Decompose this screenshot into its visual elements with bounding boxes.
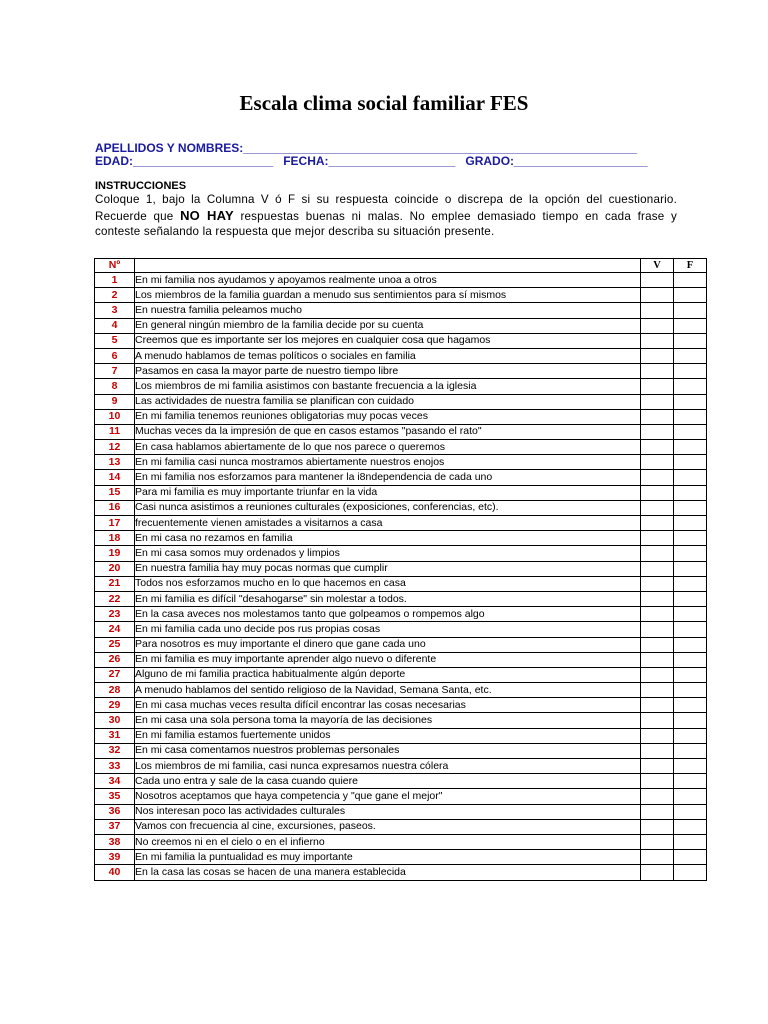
table-row [95, 379, 707, 394]
answer-cell-true[interactable] [641, 546, 674, 561]
answer-cell-false[interactable] [674, 424, 707, 439]
question-text: Muchas veces da la impresión de que en casos estamos "pasando el rato" [135, 424, 641, 439]
question-number: 20 [95, 561, 135, 576]
question-number: 28 [95, 683, 135, 698]
answer-cell-true[interactable] [641, 652, 674, 667]
instructions-emphasis: NO HAY [180, 207, 234, 223]
answer-cell-false[interactable] [674, 546, 707, 561]
personal-data-fields [95, 142, 695, 168]
answer-cell-false[interactable] [674, 561, 707, 576]
answer-cell-false[interactable] [674, 774, 707, 789]
answer-cell-true[interactable] [641, 424, 674, 439]
question-text: En mi casa no rezamos en familia [135, 531, 641, 546]
question-text: Pasamos en casa la mayor parte de nuestro tiempo libre [135, 364, 641, 379]
answer-cell-false[interactable] [674, 789, 707, 804]
table-row [95, 819, 707, 834]
question-number: 17 [95, 516, 135, 531]
grado-field[interactable]: GRADO:____________________ [465, 154, 648, 168]
answer-cell-false[interactable] [674, 804, 707, 819]
answer-cell-true[interactable] [641, 500, 674, 515]
question-text: Casi nunca asistimos a reuniones culturales (exposiciones, conferencias, etc). [135, 500, 641, 515]
answer-cell-true[interactable] [641, 273, 674, 288]
question-number: 6 [95, 348, 135, 363]
answer-cell-true[interactable] [641, 576, 674, 591]
instructions-text-after: respuestas buenas ni malas. No emplee demasiado tiempo en cada frase y conteste señalando la respuesta que mejor describa su situación presente. [95, 209, 677, 239]
question-text: En mi familia nos esforzamos para mantener la i8ndependencia de cada uno [135, 470, 641, 485]
question-text: Vamos con frecuencia al cine, excursiones, paseos. [135, 819, 641, 834]
answer-cell-true[interactable] [641, 683, 674, 698]
question-text: En mi familia tenemos reuniones obligatorias muy pocas veces [135, 409, 641, 424]
answer-cell-false[interactable] [674, 273, 707, 288]
answer-cell-false[interactable] [674, 455, 707, 470]
answer-cell-true[interactable] [641, 531, 674, 546]
table-row [95, 637, 707, 652]
table-row [95, 667, 707, 682]
question-number: 33 [95, 759, 135, 774]
table-row [95, 516, 707, 531]
answer-cell-false[interactable] [674, 333, 707, 348]
questions-table [94, 258, 707, 881]
table-row [95, 364, 707, 379]
question-number: 18 [95, 531, 135, 546]
table-row [95, 500, 707, 515]
answer-cell-true[interactable] [641, 409, 674, 424]
question-number: 9 [95, 394, 135, 409]
answer-cell-true[interactable] [641, 394, 674, 409]
question-text: En la casa las cosas se hacen de una manera establecida [135, 865, 641, 880]
answer-cell-true[interactable] [641, 516, 674, 531]
question-number: 19 [95, 546, 135, 561]
answer-cell-true[interactable] [641, 789, 674, 804]
answer-cell-false[interactable] [674, 667, 707, 682]
answer-cell-false[interactable] [674, 759, 707, 774]
question-text: Las actividades de nuestra familia se planifican con cuidado [135, 394, 641, 409]
question-text: Creemos que es importante ser los mejores en cualquier cosa que hagamos [135, 333, 641, 348]
answer-cell-false[interactable] [674, 591, 707, 606]
answer-cell-false[interactable] [674, 531, 707, 546]
header-statement [135, 259, 641, 273]
answer-cell-false[interactable] [674, 622, 707, 637]
question-number: 3 [95, 303, 135, 318]
question-text: frecuentemente vienen amistades a visitarnos a casa [135, 516, 641, 531]
question-number: 11 [95, 424, 135, 439]
question-text: En casa hablamos abiertamente de lo que nos parece o queremos [135, 440, 641, 455]
table-row [95, 591, 707, 606]
answer-cell-true[interactable] [641, 288, 674, 303]
answer-cell-false[interactable] [674, 394, 707, 409]
table-row [95, 774, 707, 789]
table-row [95, 485, 707, 500]
question-text: Los miembros de mi familia, casi nunca expresamos nuestra cólera [135, 759, 641, 774]
question-text: Nosotros aceptamos que haya competencia y "que gane el mejor" [135, 789, 641, 804]
answer-cell-false[interactable] [674, 364, 707, 379]
header-true: V [641, 259, 674, 273]
table-row [95, 576, 707, 591]
table-row [95, 728, 707, 743]
answer-cell-false[interactable] [674, 440, 707, 455]
question-number: 25 [95, 637, 135, 652]
table-row [95, 683, 707, 698]
question-number: 24 [95, 622, 135, 637]
answer-cell-true[interactable] [641, 470, 674, 485]
apellidos-field[interactable]: APELLIDOS Y NOMBRES:___________________________________________________________ [95, 141, 637, 155]
question-text: En mi familia cada uno decide pos rus propias cosas [135, 622, 641, 637]
answer-cell-true[interactable] [641, 667, 674, 682]
answer-cell-false[interactable] [674, 348, 707, 363]
question-text: Nos interesan poco las actividades culturales [135, 804, 641, 819]
question-text: En mi casa una sola persona toma la mayoría de las decisiones [135, 713, 641, 728]
table-row [95, 743, 707, 758]
answer-cell-false[interactable] [674, 379, 707, 394]
answer-cell-false[interactable] [674, 637, 707, 652]
table-row [95, 455, 707, 470]
fields-row-details [95, 155, 695, 168]
question-text: En mi casa muchas veces resulta difícil encontrar las cosas necesarias [135, 698, 641, 713]
question-text: No creemos ni en el cielo o en el infierno [135, 834, 641, 849]
question-text: En mi familia es muy importante aprender algo nuevo o diferente [135, 652, 641, 667]
table-row [95, 759, 707, 774]
question-number: 37 [95, 819, 135, 834]
answer-cell-false[interactable] [674, 743, 707, 758]
question-text: En mi familia casi nunca mostramos abiertamente nuestros enojos [135, 455, 641, 470]
question-text: En mi familia es difícil "desahogarse" sin molestar a todos. [135, 591, 641, 606]
answer-cell-false[interactable] [674, 865, 707, 880]
question-text: En mi familia la puntualidad es muy importante [135, 850, 641, 865]
question-number: 4 [95, 318, 135, 333]
answer-cell-false[interactable] [674, 652, 707, 667]
answer-cell-false[interactable] [674, 288, 707, 303]
table-row [95, 850, 707, 865]
question-number: 10 [95, 409, 135, 424]
answer-cell-true[interactable] [641, 455, 674, 470]
answer-cell-false[interactable] [674, 576, 707, 591]
question-number: 8 [95, 379, 135, 394]
question-number: 1 [95, 273, 135, 288]
answer-cell-false[interactable] [674, 834, 707, 849]
answer-cell-true[interactable] [641, 759, 674, 774]
instructions-text-before: Coloque 1, bajo la Columna V ó F si su respuesta coincide o discrepa de la opción del cuestionario. Recuerde que [95, 193, 677, 223]
question-text: En nuestra familia peleamos mucho [135, 303, 641, 318]
question-number: 38 [95, 834, 135, 849]
answer-cell-false[interactable] [674, 516, 707, 531]
answer-cell-true[interactable] [641, 591, 674, 606]
table-row [95, 622, 707, 637]
question-text: Todos nos esforzamos mucho en lo que hacemos en casa [135, 576, 641, 591]
answer-cell-true[interactable] [641, 728, 674, 743]
answer-cell-true[interactable] [641, 333, 674, 348]
table-row [95, 348, 707, 363]
answer-cell-false[interactable] [674, 850, 707, 865]
answer-cell-true[interactable] [641, 607, 674, 622]
answer-cell-true[interactable] [641, 561, 674, 576]
table-row [95, 273, 707, 288]
table-row [95, 546, 707, 561]
table-row [95, 470, 707, 485]
table-row [95, 652, 707, 667]
table-row [95, 303, 707, 318]
answer-cell-false[interactable] [674, 713, 707, 728]
question-number: 40 [95, 865, 135, 880]
question-number: 15 [95, 485, 135, 500]
answer-cell-false[interactable] [674, 470, 707, 485]
question-text: En mi familia nos ayudamos y apoyamos realmente unoa a otros [135, 273, 641, 288]
answer-cell-true[interactable] [641, 865, 674, 880]
answer-cell-true[interactable] [641, 743, 674, 758]
question-text: En mi casa somos muy ordenados y limpios [135, 546, 641, 561]
answer-cell-true[interactable] [641, 318, 674, 333]
table-row [95, 804, 707, 819]
question-number: 30 [95, 713, 135, 728]
answer-cell-true[interactable] [641, 485, 674, 500]
answer-cell-false[interactable] [674, 485, 707, 500]
question-number: 32 [95, 743, 135, 758]
table-row [95, 865, 707, 880]
instructions-text [95, 192, 677, 240]
question-number: 21 [95, 576, 135, 591]
answer-cell-true[interactable] [641, 850, 674, 865]
question-number: 36 [95, 804, 135, 819]
question-text: Alguno de mi familia practica habitualmente algún deporte [135, 667, 641, 682]
question-number: 39 [95, 850, 135, 865]
question-text: Los miembros de mi familia asistimos con bastante frecuencia a la iglesia [135, 379, 641, 394]
question-text: En nuestra familia hay muy pocas normas que cumplir [135, 561, 641, 576]
question-number: 26 [95, 652, 135, 667]
answer-cell-true[interactable] [641, 440, 674, 455]
table-row [95, 394, 707, 409]
questions-body [95, 273, 707, 881]
answer-cell-true[interactable] [641, 348, 674, 363]
question-number: 29 [95, 698, 135, 713]
table-row [95, 561, 707, 576]
question-number: 27 [95, 667, 135, 682]
question-number: 2 [95, 288, 135, 303]
question-number: 7 [95, 364, 135, 379]
question-number: 13 [95, 455, 135, 470]
question-text: A menudo hablamos de temas políticos o sociales en familia [135, 348, 641, 363]
table-row [95, 834, 707, 849]
answer-cell-false[interactable] [674, 728, 707, 743]
header-number: Nº [95, 259, 135, 273]
table-row [95, 531, 707, 546]
question-text: En mi familia estamos fuertemente unidos [135, 728, 641, 743]
answer-cell-true[interactable] [641, 713, 674, 728]
answer-cell-true[interactable] [641, 804, 674, 819]
question-number: 16 [95, 500, 135, 515]
answer-cell-false[interactable] [674, 318, 707, 333]
document-title: Escala clima social familiar FES [239, 91, 529, 115]
table-row [95, 440, 707, 455]
question-number: 22 [95, 591, 135, 606]
question-text: En la casa aveces nos molestamos tanto que golpeamos o rompemos algo [135, 607, 641, 622]
table-header-row [95, 259, 707, 273]
table-row [95, 789, 707, 804]
question-text: Cada uno entra y sale de la casa cuando quiere [135, 774, 641, 789]
table-row [95, 607, 707, 622]
answer-cell-true[interactable] [641, 834, 674, 849]
table-row [95, 318, 707, 333]
question-number: 23 [95, 607, 135, 622]
instructions-heading: INSTRUCCIONES [95, 180, 187, 192]
answer-cell-true[interactable] [641, 819, 674, 834]
question-number: 31 [95, 728, 135, 743]
question-text: A menudo hablamos del sentido religioso de la Navidad, Semana Santa, etc. [135, 683, 641, 698]
table-row [95, 409, 707, 424]
question-text: En mi casa comentamos nuestros problemas personales [135, 743, 641, 758]
answer-cell-false[interactable] [674, 607, 707, 622]
question-number: 14 [95, 470, 135, 485]
answer-cell-false[interactable] [674, 409, 707, 424]
question-number: 35 [95, 789, 135, 804]
answer-cell-true[interactable] [641, 622, 674, 637]
answer-cell-false[interactable] [674, 819, 707, 834]
question-text: Para mi familia es muy importante triunfar en la vida [135, 485, 641, 500]
table-row [95, 424, 707, 439]
edad-field[interactable]: EDAD:_____________________ [95, 154, 274, 168]
answer-cell-true[interactable] [641, 698, 674, 713]
table-row [95, 333, 707, 348]
question-number: 12 [95, 440, 135, 455]
question-text: En general ningún miembro de la familia decide por su cuenta [135, 318, 641, 333]
question-number: 34 [95, 774, 135, 789]
table-row [95, 698, 707, 713]
answer-cell-false[interactable] [674, 500, 707, 515]
answer-cell-false[interactable] [674, 303, 707, 318]
fecha-field[interactable]: FECHA:___________________ [283, 154, 456, 168]
answer-cell-true[interactable] [641, 774, 674, 789]
question-text: Los miembros de la familia guardan a menudo sus sentimientos para sí mismos [135, 288, 641, 303]
table-row [95, 288, 707, 303]
answer-cell-true[interactable] [641, 637, 674, 652]
question-text: Para nosotros es muy importante el dinero que gane cada uno [135, 637, 641, 652]
answer-cell-true[interactable] [641, 379, 674, 394]
answer-cell-false[interactable] [674, 683, 707, 698]
answer-cell-true[interactable] [641, 303, 674, 318]
table-row [95, 713, 707, 728]
header-false: F [674, 259, 707, 273]
answer-cell-true[interactable] [641, 364, 674, 379]
question-number: 5 [95, 333, 135, 348]
answer-cell-false[interactable] [674, 698, 707, 713]
